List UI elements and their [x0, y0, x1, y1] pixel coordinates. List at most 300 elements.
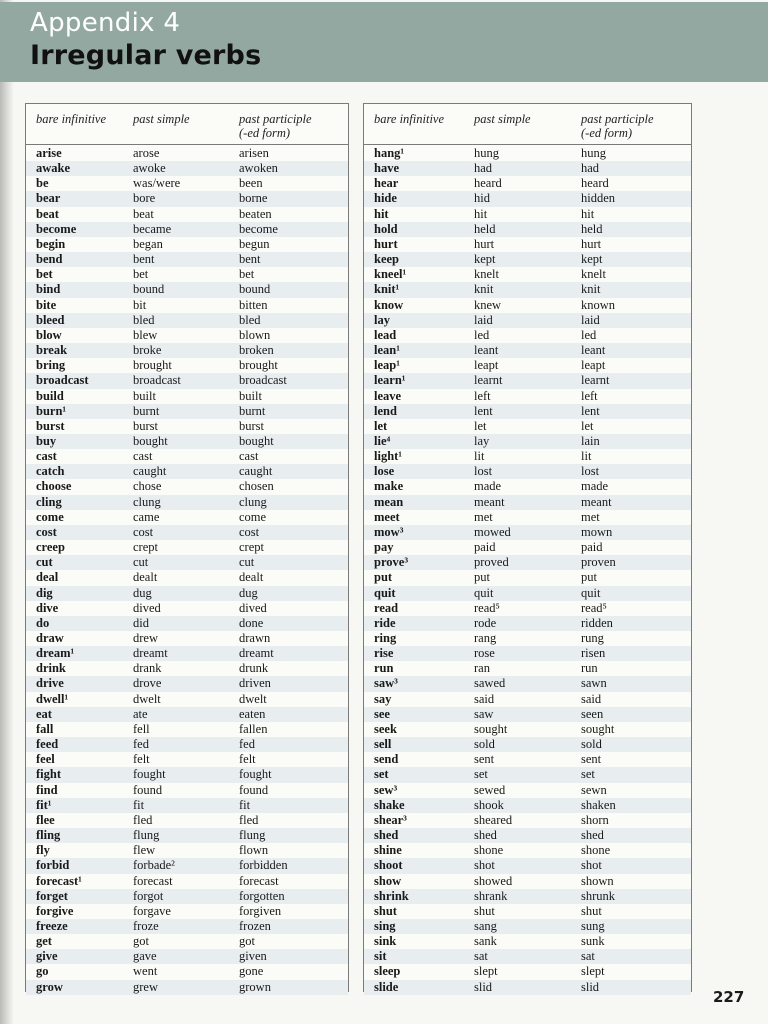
verb-bare-infinitive: fly — [36, 843, 50, 858]
verb-bare-infinitive: shrink — [374, 888, 409, 903]
verb-past-participle: made — [581, 479, 609, 494]
verb-past-simple: arose — [133, 146, 160, 160]
verb-past-participle: fought — [239, 767, 272, 782]
verb-past-simple: sat — [474, 949, 488, 964]
verb-past-simple: bit — [133, 297, 147, 312]
verb-past-participle: crept — [239, 540, 264, 555]
table-row — [26, 434, 348, 449]
table-row — [26, 858, 348, 873]
verb-past-simple: laid — [474, 312, 493, 327]
table-row — [364, 904, 691, 919]
verb-past-simple: shut — [474, 903, 495, 918]
verb-past-participle: bent — [239, 252, 261, 267]
table-row — [26, 237, 348, 252]
verb-past-simple: meant — [474, 494, 505, 509]
verb-past-simple: forgot — [133, 888, 164, 903]
verb-bare-infinitive: rise — [374, 646, 394, 661]
table-row — [364, 919, 691, 934]
verb-past-simple: paid — [474, 540, 496, 555]
table-row — [364, 540, 691, 555]
verb-past-participle: found — [239, 782, 269, 797]
verb-past-simple: knit — [474, 282, 494, 297]
verb-past-simple: led — [474, 327, 490, 342]
verb-bare-infinitive: mow³ — [374, 524, 404, 539]
verb-bare-infinitive: make — [374, 479, 404, 494]
verb-past-simple: lent — [474, 403, 493, 418]
verb-bare-infinitive: fling — [36, 828, 61, 843]
table-row — [26, 874, 348, 889]
verb-past-participle: mown — [581, 524, 613, 539]
verb-past-participle: beaten — [239, 206, 272, 221]
verb-past-participle: hurt — [581, 236, 602, 251]
verb-past-simple: hid — [474, 191, 490, 206]
table-row — [26, 328, 348, 343]
verb-past-participle: met — [581, 509, 600, 524]
verb-bare-infinitive: lead — [374, 327, 397, 342]
verb-past-participle: left — [581, 388, 598, 403]
verb-past-simple: knew — [474, 297, 502, 312]
verb-past-simple: gave — [133, 949, 157, 964]
table-row — [26, 631, 348, 646]
verb-past-simple: cut — [133, 555, 149, 570]
verb-bare-infinitive: know — [374, 297, 404, 312]
table-row — [26, 767, 348, 782]
left-verb-table — [25, 103, 349, 992]
verb-bare-infinitive: saw³ — [374, 676, 398, 691]
verb-bare-infinitive: catch — [36, 464, 65, 479]
table-row — [364, 722, 691, 737]
verb-bare-infinitive: pay — [374, 540, 394, 555]
verb-bare-infinitive: keep — [374, 252, 399, 267]
verb-past-participle: broken — [239, 343, 274, 358]
verb-past-participle: drunk — [239, 661, 269, 676]
table-row — [364, 343, 691, 358]
verb-past-simple: drank — [133, 661, 162, 676]
table-row — [364, 237, 691, 252]
verb-past-simple: was/were — [133, 176, 181, 191]
verb-bare-infinitive: learn¹ — [374, 373, 406, 388]
table-row — [26, 525, 348, 540]
verb-bare-infinitive: hit — [374, 206, 389, 221]
verb-past-simple: read⁵ — [474, 600, 500, 615]
table-row — [364, 964, 691, 979]
table-row — [26, 313, 348, 328]
verb-past-participle: slept — [581, 964, 605, 979]
table-row — [26, 661, 348, 676]
verb-past-participle: fled — [239, 812, 259, 827]
verb-past-simple: shone — [474, 843, 504, 858]
table-row — [364, 934, 691, 949]
verb-past-participle: given — [239, 949, 267, 964]
verb-past-simple: chose — [133, 479, 162, 494]
column-header-bare-infinitive: bare infinitive — [374, 112, 445, 126]
verb-past-participle: known — [581, 297, 616, 312]
verb-bare-infinitive: forbid — [36, 858, 70, 873]
verb-past-simple: put — [474, 570, 490, 585]
table-row — [26, 540, 348, 555]
table-row — [364, 858, 691, 873]
table-row — [364, 252, 691, 267]
verb-past-participle: proven — [581, 555, 616, 570]
verb-past-simple: bet — [133, 267, 149, 282]
table-row — [26, 373, 348, 388]
table-row — [26, 798, 348, 813]
verb-bare-infinitive: leap¹ — [374, 358, 400, 373]
verb-bare-infinitive: lend — [374, 403, 397, 418]
table-row — [26, 737, 348, 752]
verb-past-participle: burst — [239, 418, 264, 433]
verb-past-participle: shaken — [581, 797, 616, 812]
verb-past-simple: clung — [133, 494, 161, 509]
verb-past-participle: dived — [239, 600, 267, 615]
verb-past-simple: found — [133, 782, 163, 797]
verb-bare-infinitive: ride — [374, 615, 396, 630]
verb-bare-infinitive: bend — [36, 252, 63, 267]
verb-past-participle: rung — [581, 631, 604, 645]
verb-past-simple: slept — [474, 964, 498, 979]
verb-bare-infinitive: sink — [374, 934, 397, 949]
verb-past-participle: caught — [239, 464, 273, 479]
verb-bare-infinitive: let — [374, 418, 388, 433]
table-row — [26, 146, 348, 161]
verb-past-simple: lay — [474, 433, 490, 448]
verb-past-participle: cast — [239, 449, 259, 464]
verb-past-simple: lost — [474, 464, 493, 479]
verb-past-participle: begun — [239, 236, 270, 251]
verb-bare-infinitive: fit¹ — [36, 797, 52, 812]
verb-past-simple: ate — [133, 706, 148, 721]
verb-past-simple: met — [474, 509, 493, 524]
verb-past-simple: set — [474, 767, 488, 782]
table-row — [364, 419, 691, 434]
verb-past-simple: lit — [474, 449, 485, 464]
verb-bare-infinitive: bear — [36, 191, 61, 206]
verb-bare-infinitive: get — [36, 934, 52, 949]
verb-past-simple: forecast — [133, 873, 173, 888]
verb-past-simple: quit — [474, 585, 494, 600]
table-row — [26, 343, 348, 358]
verb-bare-infinitive: have — [374, 161, 399, 176]
verb-past-simple: sank — [474, 934, 497, 949]
verb-past-participle: set — [581, 767, 595, 782]
verb-past-simple: sent — [474, 752, 495, 767]
verb-bare-infinitive: come — [36, 509, 64, 524]
verb-past-participle: chosen — [239, 479, 274, 494]
verb-past-simple: bent — [133, 252, 155, 267]
verb-bare-infinitive: say — [374, 691, 392, 706]
verb-past-simple: felt — [133, 752, 150, 767]
verb-past-participle: gone — [239, 964, 264, 979]
table-row — [364, 495, 691, 510]
verb-past-participle: got — [239, 934, 255, 949]
page-number: 227 — [713, 988, 745, 1006]
verb-past-simple: bled — [133, 312, 155, 327]
verb-bare-infinitive: arise — [36, 146, 62, 160]
table-row — [26, 752, 348, 767]
verb-past-participle: cost — [239, 524, 260, 539]
verb-past-simple: heard — [474, 176, 502, 191]
table-row — [364, 191, 691, 206]
verb-bare-infinitive: cost — [36, 524, 57, 539]
verb-past-simple: drove — [133, 676, 162, 691]
verb-bare-infinitive: sing — [374, 918, 396, 933]
verb-past-simple: bought — [133, 433, 168, 448]
verb-bare-infinitive: send — [374, 752, 399, 767]
table-row — [364, 586, 691, 601]
verb-past-participle: knelt — [581, 267, 606, 282]
verb-bare-infinitive: broadcast — [36, 373, 89, 388]
verb-past-simple: bound — [133, 282, 165, 297]
verb-bare-infinitive: sleep — [374, 964, 401, 979]
table-row — [26, 722, 348, 737]
table-row — [26, 783, 348, 798]
header-rule — [26, 144, 348, 145]
verb-past-participle: read⁵ — [581, 600, 607, 615]
verb-bare-infinitive: eat — [36, 706, 52, 721]
verb-bare-infinitive: go — [36, 964, 49, 979]
table-row — [26, 828, 348, 843]
verb-past-simple: leapt — [474, 358, 499, 373]
verb-past-participle: sold — [581, 737, 602, 752]
verb-past-simple: sang — [474, 918, 497, 933]
table-row — [26, 298, 348, 313]
verb-past-participle: grown — [239, 979, 271, 994]
table-row — [26, 510, 348, 525]
table-row — [26, 555, 348, 570]
verb-past-simple: caught — [133, 464, 167, 479]
verb-past-simple: began — [133, 236, 163, 251]
verb-past-participle: seen — [581, 706, 604, 721]
verb-past-participle: said — [581, 691, 602, 706]
verb-bare-infinitive: dig — [36, 585, 53, 600]
verb-bare-infinitive: forecast¹ — [36, 873, 82, 888]
verb-bare-infinitive: fight — [36, 767, 61, 782]
right-verb-table — [363, 103, 692, 992]
verb-past-simple: learnt — [474, 373, 503, 388]
table-row — [26, 919, 348, 934]
verb-past-simple: flew — [133, 843, 156, 858]
verb-past-participle: sewn — [581, 782, 607, 797]
verb-past-participle: frozen — [239, 918, 271, 933]
verb-past-simple: dealt — [133, 570, 158, 585]
verb-past-participle: hidden — [581, 191, 616, 206]
verb-bare-infinitive: lay — [374, 312, 390, 327]
table-row — [364, 525, 691, 540]
verb-past-participle: shrunk — [581, 888, 616, 903]
verb-past-simple: rode — [474, 615, 497, 630]
verb-past-participle: shed — [581, 828, 604, 843]
verb-bare-infinitive: put — [374, 570, 393, 585]
verb-bare-infinitive: feed — [36, 737, 59, 752]
verb-past-simple: made — [474, 479, 502, 494]
table-row — [364, 646, 691, 661]
verb-past-simple: sold — [474, 737, 495, 752]
table-row — [26, 404, 348, 419]
verb-bare-infinitive: hurt — [374, 236, 398, 251]
verb-past-participle: bitten — [239, 297, 268, 312]
verb-past-participle: learnt — [581, 373, 610, 388]
verb-past-simple: dived — [133, 600, 161, 615]
verb-past-participle: fallen — [239, 721, 268, 736]
verb-bare-infinitive: give — [36, 949, 58, 964]
verb-past-simple: forgave — [133, 903, 171, 918]
verb-bare-infinitive: lie⁴ — [374, 433, 391, 448]
table-row — [26, 464, 348, 479]
verb-past-participle: leant — [581, 343, 606, 358]
verb-past-participle: fed — [239, 737, 255, 752]
table-row — [364, 176, 691, 191]
verb-bare-infinitive: sit — [374, 949, 387, 964]
verb-past-participle: felt — [239, 752, 256, 767]
table-row — [26, 191, 348, 206]
verb-bare-infinitive: hear — [374, 176, 399, 191]
verb-bare-infinitive: kneel¹ — [374, 267, 407, 282]
verb-bare-infinitive: see — [374, 706, 390, 721]
page-title: Irregular verbs — [30, 40, 262, 71]
verb-past-simple: hung — [474, 146, 499, 160]
verb-past-simple: rang — [474, 631, 497, 645]
verb-past-simple: fed — [133, 737, 149, 752]
verb-past-simple: came — [133, 509, 160, 524]
verb-past-participle: sent — [581, 752, 602, 767]
verb-bare-infinitive: forgive — [36, 903, 74, 918]
column-header-past-simple: past simple — [133, 112, 190, 126]
verb-bare-infinitive: hang¹ — [374, 146, 405, 160]
column-header-past-simple: past simple — [474, 112, 531, 126]
table-row — [364, 449, 691, 464]
verb-bare-infinitive: hold — [374, 221, 398, 236]
verb-past-simple: forbade² — [133, 858, 175, 873]
table-row — [364, 783, 691, 798]
verb-past-simple: dwelt — [133, 691, 161, 706]
table-row — [364, 282, 691, 297]
verb-past-participle: sought — [581, 721, 615, 736]
table-row — [364, 328, 691, 343]
verb-past-simple: sewed — [474, 782, 506, 797]
verb-past-simple: ran — [474, 661, 490, 676]
verb-bare-infinitive: show — [374, 873, 402, 888]
verb-past-simple: held — [474, 221, 496, 236]
verb-bare-infinitive: lose — [374, 464, 395, 479]
column-header-bare-infinitive: bare infinitive — [36, 112, 107, 126]
verb-bare-infinitive: become — [36, 221, 77, 236]
verb-past-simple: fell — [133, 721, 150, 736]
verb-past-participle: awoken — [239, 161, 278, 176]
table-row — [364, 404, 691, 419]
table-row — [364, 389, 691, 404]
verb-past-participle: borne — [239, 191, 268, 206]
verb-past-participle: held — [581, 221, 603, 236]
verb-past-participle: slid — [581, 979, 600, 994]
table-row — [364, 843, 691, 858]
verb-past-simple: let — [474, 418, 487, 433]
verb-past-simple: shook — [474, 797, 504, 812]
verb-past-participle: dug — [239, 585, 258, 600]
verb-past-simple: flung — [133, 828, 160, 843]
table-row — [364, 631, 691, 646]
verb-bare-infinitive: shine — [374, 843, 402, 858]
table-row — [26, 495, 348, 510]
table-row — [364, 267, 691, 282]
verb-bare-infinitive: cast — [36, 449, 57, 464]
verb-past-simple: fled — [133, 812, 153, 827]
verb-bare-infinitive: choose — [36, 479, 72, 494]
verb-past-participle: broadcast — [239, 373, 287, 388]
verb-bare-infinitive: bind — [36, 282, 61, 297]
verb-past-simple: beat — [133, 206, 154, 221]
table-row — [26, 616, 348, 631]
verb-bare-infinitive: cling — [36, 494, 62, 509]
table-row — [26, 267, 348, 282]
table-row — [26, 586, 348, 601]
verb-past-participle: meant — [581, 494, 612, 509]
verb-past-participle: sawn — [581, 676, 607, 691]
verb-bare-infinitive: begin — [36, 236, 66, 251]
verb-bare-infinitive: hide — [374, 191, 397, 206]
verb-past-participle: brought — [239, 358, 278, 373]
book-spine-shadow — [0, 0, 14, 1024]
table-row — [26, 419, 348, 434]
left-table-rows — [26, 146, 348, 995]
verb-past-participle: sat — [581, 949, 595, 964]
verb-past-participle: bought — [239, 433, 274, 448]
verb-past-participle: drawn — [239, 631, 271, 645]
verb-past-participle: flown — [239, 843, 269, 858]
verb-past-participle: ridden — [581, 615, 613, 630]
verb-past-participle: built — [239, 388, 262, 403]
verb-past-participle: lain — [581, 433, 600, 448]
verb-bare-infinitive: dream¹ — [36, 646, 75, 661]
verb-past-participle: sunk — [581, 934, 605, 949]
table-row — [364, 298, 691, 313]
table-row — [26, 813, 348, 828]
verb-bare-infinitive: ring — [374, 631, 397, 645]
verb-bare-infinitive: meet — [374, 509, 400, 524]
verb-past-participle: done — [239, 615, 264, 630]
verb-past-participle: fit — [239, 797, 251, 812]
table-row — [26, 207, 348, 222]
table-row — [364, 828, 691, 843]
verb-past-participle: leapt — [581, 358, 606, 373]
verb-bare-infinitive: shear³ — [374, 812, 407, 827]
verb-past-participle: bound — [239, 282, 271, 297]
verb-past-simple: fit — [133, 797, 145, 812]
verb-past-participle: eaten — [239, 706, 266, 721]
table-row — [26, 949, 348, 964]
table-row — [364, 949, 691, 964]
verb-past-participle: driven — [239, 676, 271, 691]
verb-past-participle: been — [239, 176, 263, 191]
verb-past-simple: slid — [474, 979, 493, 994]
verb-past-simple: drew — [133, 631, 158, 645]
table-row — [26, 904, 348, 919]
verb-bare-infinitive: sell — [374, 737, 392, 752]
verb-bare-infinitive: flee — [36, 812, 55, 827]
verb-past-participle: dealt — [239, 570, 264, 585]
verb-bare-infinitive: dwell¹ — [36, 691, 69, 706]
verb-past-participle: dwelt — [239, 691, 267, 706]
table-row — [364, 767, 691, 782]
verb-bare-infinitive: be — [36, 176, 49, 191]
verb-past-participle: blown — [239, 327, 271, 342]
verb-past-simple: shot — [474, 858, 495, 873]
verb-past-simple: became — [133, 221, 172, 236]
table-row — [364, 358, 691, 373]
column-header-past-participle-line2: (-ed form) — [239, 126, 291, 140]
verb-past-participle: dreamt — [239, 646, 274, 661]
verb-past-simple: shed — [474, 828, 497, 843]
verb-bare-infinitive: slide — [374, 979, 399, 994]
